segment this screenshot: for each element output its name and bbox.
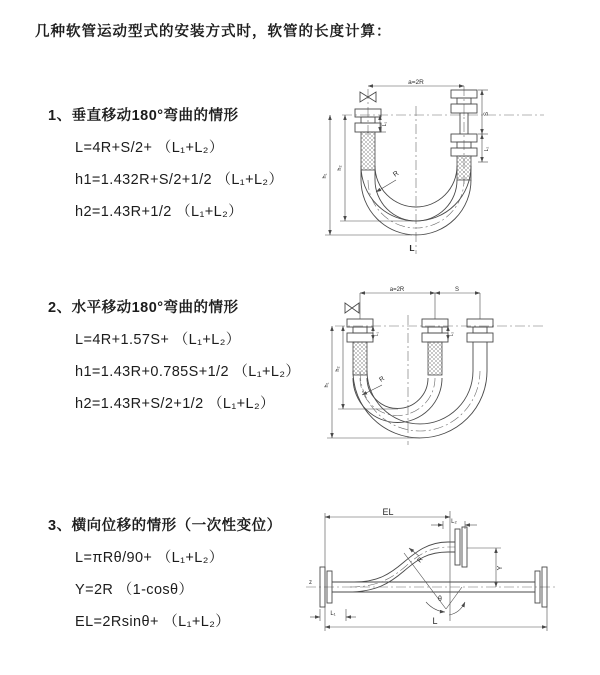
middle-flange bbox=[422, 319, 448, 342]
valve-icon bbox=[345, 303, 359, 313]
section-3-heading: 3、横向位移的情形（一次性变位） bbox=[48, 518, 282, 534]
formula-L: L=4R+1.57S+ （L₁+L₂） bbox=[75, 332, 241, 348]
dim-label-l1: L₁ bbox=[374, 331, 379, 337]
dim-label-h2: h₂ bbox=[335, 366, 341, 372]
hose-s-curve bbox=[348, 542, 455, 592]
dim-label-l2: L₂ bbox=[449, 331, 454, 337]
braided-section-middle bbox=[428, 342, 442, 375]
page-title: 几种软管运动型式的安装方式时，软管的长度计算： bbox=[35, 24, 392, 40]
radius-label: R bbox=[392, 170, 401, 179]
hose-u-bend-original bbox=[353, 378, 442, 423]
diagram-vertical-180-bend bbox=[312, 76, 590, 260]
braided-section-right bbox=[457, 156, 471, 180]
dim-label-l: L bbox=[432, 616, 438, 626]
hose-u-bend-moved bbox=[353, 371, 487, 438]
section-horizontal-movement bbox=[48, 296, 300, 413]
centerline-mark: z bbox=[309, 580, 312, 586]
dim-label-h1: h₁ bbox=[324, 382, 330, 388]
dim-label-a2r: a=2R bbox=[389, 287, 405, 293]
theta-arrow bbox=[449, 602, 465, 615]
left-flange bbox=[347, 319, 373, 342]
section-2-heading: 2、水平移动180°弯曲的情形 bbox=[48, 300, 239, 316]
right-upper-flange bbox=[455, 527, 467, 567]
radius-label: R bbox=[416, 556, 425, 565]
theta-label: θ bbox=[438, 596, 442, 603]
section-1-heading: 1、垂直移动180°弯曲的情形 bbox=[48, 108, 239, 124]
formula-h2: h2=1.43R+S/2+1/2 （L₁+L₂） bbox=[75, 396, 275, 412]
dim-label-l1: L₁ bbox=[330, 611, 336, 617]
formula-L: L=4R+S/2+ （L₁+L₂） bbox=[75, 140, 224, 156]
dim-label-a2r: a=2R bbox=[408, 79, 424, 86]
dim-label-el: EL bbox=[382, 507, 394, 517]
right-flange-moved bbox=[467, 319, 493, 342]
section-lateral-displacement bbox=[48, 514, 282, 631]
radius-label: R bbox=[378, 375, 386, 384]
length-label: L bbox=[409, 243, 415, 253]
dim-label-l1: L₁ bbox=[382, 121, 388, 127]
formula-h2: h2=1.43R+1/2 （L₁+L₂） bbox=[75, 204, 244, 220]
dim-label-s: S bbox=[484, 111, 490, 117]
formula-L: L=πRθ/90+ （L₁+L₂） bbox=[75, 550, 224, 566]
radius-leader bbox=[376, 180, 396, 192]
diagram-horizontal-180-bend bbox=[310, 283, 592, 465]
dim-label-s: S bbox=[454, 287, 460, 293]
formula-h1: h1=1.432R+S/2+1/2 （L₁+L₂） bbox=[75, 172, 284, 188]
formula-h1: h1=1.43R+0.785S+1/2 （L₁+L₂） bbox=[75, 364, 301, 380]
braided-section-left bbox=[353, 342, 367, 375]
formula-Y: Y=2R （1-cosθ） bbox=[75, 582, 194, 598]
dim-label-l2: L₂ bbox=[451, 519, 457, 525]
diagram-lateral-displacement bbox=[298, 503, 592, 650]
dim-label-h2: h₂ bbox=[337, 165, 343, 171]
formula-EL: EL=2Rsinθ+ （L₁+L₂） bbox=[75, 614, 231, 630]
construction-line-radius bbox=[446, 587, 462, 609]
dim-label-h1: h₁ bbox=[322, 173, 328, 179]
dim-label-y: Y bbox=[497, 565, 504, 571]
dim-label-l2: L₂ bbox=[484, 146, 490, 152]
section-vertical-movement bbox=[48, 104, 283, 221]
braided-section-left bbox=[361, 132, 375, 170]
